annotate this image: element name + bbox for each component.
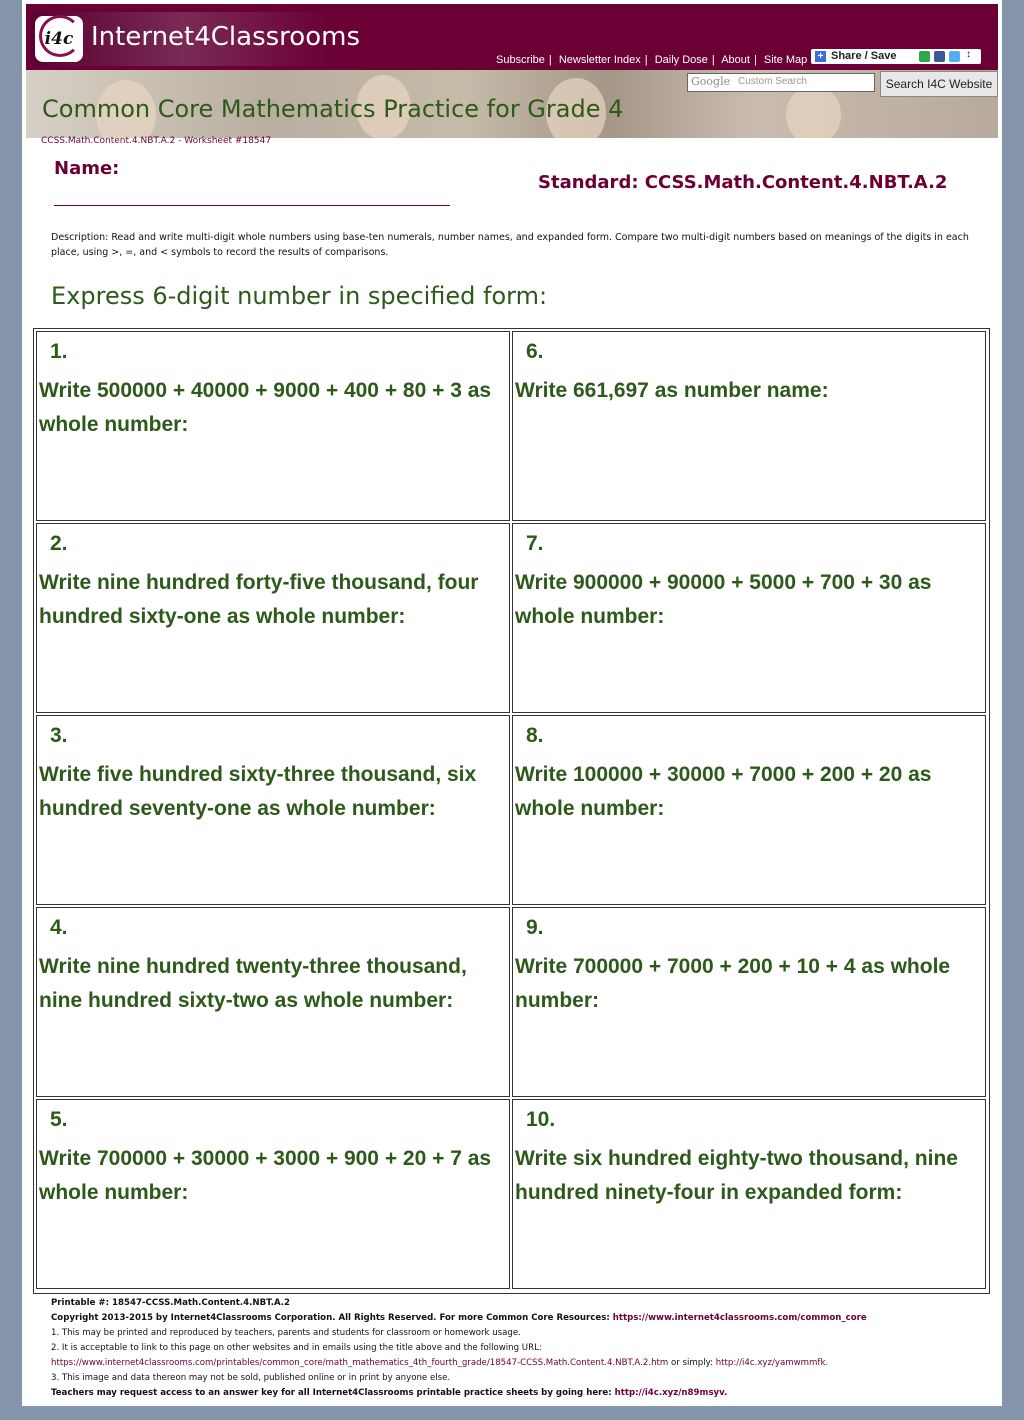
question-grid	[33, 328, 990, 1294]
nav-separator: |	[753, 54, 757, 66]
printable-number: Printable #: 18547-CCSS.Math.Content.4.NBT.A.2	[51, 1298, 291, 1308]
share-green-icon	[919, 51, 930, 62]
page-title: Common Core Mathematics Practice for Grade 4	[42, 95, 624, 123]
worksheet-id: CCSS.Math.Content.4.NBT.A.2 - Worksheet #18547	[41, 136, 272, 146]
description: Description: Read and write multi-digit whole numbers using base-ten numerals, number names, and expanded form. Compare two multi-digit numbers based on meanings of the digits in each place, using >, =, and < symbols to record the results of comparisons.	[51, 232, 969, 258]
share-plus-icon: +	[815, 51, 826, 62]
question-number: 1.	[50, 340, 68, 363]
question-number: 5.	[50, 1108, 68, 1131]
footer	[51, 1296, 997, 1401]
share-label: Share / Save	[831, 50, 897, 62]
or-simply-text: or simply:	[668, 1358, 716, 1368]
worksheet-page	[22, 0, 1002, 1406]
question-text: Write 700000 + 30000 + 3000 + 900 + 20 + 7 as whole number:	[39, 1147, 492, 1204]
usage-note-2: 2. It is acceptable to link to this page on other websites and in emails using the title above and the following URL:	[51, 1343, 542, 1353]
nav-separator: |	[548, 54, 552, 66]
nav-site-map[interactable]: Site Map	[763, 54, 808, 66]
question-cell	[36, 523, 510, 713]
question-number: 9.	[526, 916, 544, 939]
answer-key-note	[51, 1386, 997, 1401]
question-cell	[512, 715, 986, 905]
url-line	[51, 1356, 997, 1371]
question-cell	[512, 1099, 986, 1289]
logo-badge-text: i4c	[44, 29, 74, 49]
question-cell	[512, 523, 986, 713]
copyright	[51, 1311, 997, 1326]
nav-separator: |	[644, 54, 648, 66]
question-text: Write 100000 + 30000 + 7000 + 200 + 20 as whole number:	[515, 763, 932, 820]
common-core-link[interactable]: https://www.internet4classrooms.com/common_core	[612, 1313, 867, 1323]
question-number: 6.	[526, 340, 544, 363]
question-text: Write 700000 + 7000 + 200 + 10 + 4 as whole number:	[515, 955, 951, 1012]
site-logo[interactable]	[31, 12, 360, 66]
twitter-icon	[949, 51, 960, 62]
banner-photo-face	[786, 85, 841, 138]
question-cell	[36, 907, 510, 1097]
question-number: 2.	[50, 532, 68, 555]
question-number: 8.	[526, 724, 544, 747]
question-cell	[36, 715, 510, 905]
search-input[interactable]	[687, 73, 875, 92]
share-button[interactable]	[811, 49, 981, 64]
question-cell	[36, 1099, 510, 1289]
site-header	[26, 4, 998, 70]
search-button[interactable]: Search I4C Website	[880, 71, 998, 97]
worksheet-url-link[interactable]: https://www.internet4classrooms.com/printables/common_core/math_mathematics_4th_fourth_grade/18547-CCSS.Math.Content.4.NBT.A.2.htm	[51, 1358, 669, 1368]
google-logo: Google	[691, 75, 731, 88]
standard-label: Standard: CCSS.Math.Content.4.NBT.A.2	[538, 172, 948, 193]
logo-ring-icon	[39, 15, 81, 57]
question-cell	[512, 331, 986, 521]
question-text: Write nine hundred forty-five thousand, four hundred sixty-one as whole number:	[39, 571, 479, 628]
nav-newsletter-index[interactable]: Newsletter Index	[558, 54, 641, 66]
instruction-heading: Express 6-digit number in specified form:	[51, 282, 548, 310]
question-cell	[36, 331, 510, 521]
usage-note-1: 1. This may be printed and reproduced by teachers, parents and students for classroom or homework usage.	[51, 1328, 521, 1338]
facebook-icon	[934, 51, 945, 62]
usage-note-3: 3. This image and data thereon may not be sold, published online or in print by anyone else.	[51, 1373, 451, 1383]
question-cell	[512, 907, 986, 1097]
question-number: 10.	[526, 1108, 556, 1131]
logo-text: Internet4Classrooms	[91, 22, 360, 52]
share-dropdown-icon: ↕	[966, 49, 971, 60]
search-placeholder: Custom Search	[738, 76, 807, 87]
question-text: Write nine hundred twenty-three thousand, nine hundred sixty-two as whole number:	[39, 955, 467, 1012]
nav-separator: |	[711, 54, 715, 66]
nav-about[interactable]: About	[721, 54, 750, 66]
answer-key-text: Teachers may request access to an answer key for all Internet4Classrooms printable practice sheets by going here:	[51, 1388, 615, 1398]
nav-subscribe[interactable]: Subscribe	[496, 54, 545, 66]
short-url-link[interactable]: http://i4c.xyz/yamwmmfk.	[715, 1358, 829, 1368]
nav-daily-dose[interactable]: Daily Dose	[654, 54, 708, 66]
answer-key-link[interactable]: http://i4c.xyz/n89msyv.	[614, 1388, 728, 1398]
question-number: 7.	[526, 532, 544, 555]
question-text: Write 500000 + 40000 + 9000 + 400 + 80 + 3 as whole number:	[39, 379, 492, 436]
question-text: Write five hundred sixty-three thousand, six hundred seventy-one as whole number:	[39, 763, 477, 820]
top-nav	[496, 54, 807, 66]
name-label: Name:	[54, 158, 120, 179]
question-number: 4.	[50, 916, 68, 939]
question-text: Write 900000 + 90000 + 5000 + 700 + 30 as whole number:	[515, 571, 932, 628]
question-number: 3.	[50, 724, 68, 747]
question-text: Write six hundred eighty-two thousand, nine hundred ninety-four in expanded form:	[515, 1147, 958, 1204]
question-text: Write 661,697 as number name:	[515, 379, 829, 402]
name-line	[54, 205, 450, 206]
copyright-text: Copyright 2013-2015 by Internet4Classrooms Corporation. All Rights Reserved. For more Common Core Resources:	[51, 1313, 613, 1323]
